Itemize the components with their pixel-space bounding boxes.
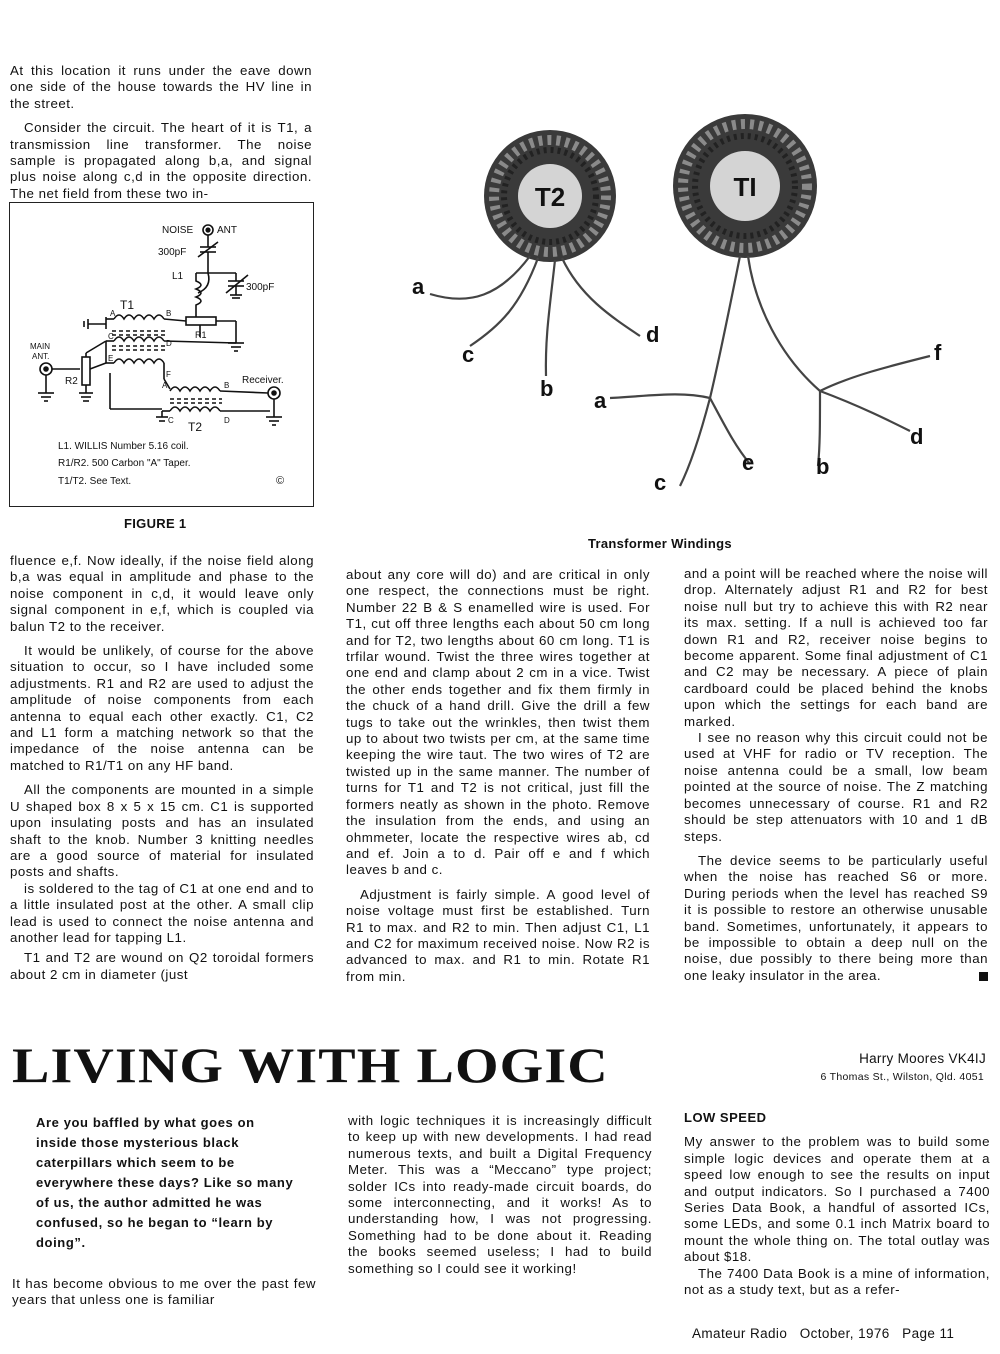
label-a2: A — [162, 381, 168, 390]
lead-label: b — [540, 376, 554, 401]
t2-photo-label: T2 — [534, 182, 566, 212]
upper-col1-top — [10, 63, 312, 202]
author-name: Harry Moores VK4IJ — [859, 1051, 986, 1066]
lead-label: c — [462, 342, 475, 367]
label-f: F — [166, 370, 171, 379]
article-col1 — [12, 1276, 316, 1317]
figure-note: R1/R2. 500 Carbon "A" Taper. — [58, 458, 191, 469]
lead-label: f — [934, 340, 942, 365]
paragraph: At this location it runs under the eave down one side of the house towards the HV line in the street. — [10, 63, 312, 111]
transformer-photo — [350, 46, 994, 516]
lead-label: a — [594, 388, 607, 413]
label-d: D — [166, 339, 172, 348]
label-c: C — [108, 332, 114, 341]
article-col3 — [684, 1110, 990, 1306]
toroid-t1 — [673, 114, 817, 258]
page-footer — [692, 1326, 954, 1341]
issue-date: October, 1976 — [799, 1326, 890, 1341]
label-c1: 300pF — [158, 247, 187, 258]
label-t1: T1 — [120, 298, 135, 312]
circuit-diagram — [10, 203, 313, 506]
lead-label: c — [654, 470, 667, 495]
article-col2 — [348, 1113, 652, 1285]
label-b: B — [166, 309, 172, 318]
lead-label: d — [646, 322, 660, 347]
copyright-mark: © — [276, 475, 285, 487]
paragraph: My answer to the problem was to build some simple logic devices and operate them at a speed low enough to see the results on input and output indicators. So I purchased a 7400 Series Data Book, a handful of assorted ICs, some LEDs, and some 0.1 inch Matrix board to mount the whole thing on. The total outlay was about $18. — [684, 1134, 990, 1265]
page-number: Page 11 — [902, 1326, 955, 1341]
label-r2: R2 — [65, 376, 78, 387]
photo-caption: Transformer Windings — [588, 536, 732, 551]
label-main-ant: ANT. — [32, 352, 50, 361]
figure-1-schematic — [9, 202, 314, 507]
label-ant: ANT — [217, 225, 237, 236]
section-subhead: LOW SPEED — [684, 1110, 767, 1125]
paragraph: It has become obvious to me over the past few years that unless one is familiar — [12, 1276, 316, 1308]
paragraph: The 7400 Data Book is a mine of information, not as a study text, but as a refer- — [684, 1265, 990, 1298]
paragraph: Consider the circuit. The heart of it is T1, a transmission line transformer. The noise sample is propagated along b,a, and signal plus noise along c,d in the opposite direction. The net field from these two in- — [10, 120, 312, 201]
label-receiver: Receiver. — [242, 375, 284, 386]
paragraph: fluence e,f. Now ideally, if the noise field along b,a was equal in amplitude and phase to the noise component in c,d, it would leave only signal component in e,f, which is coupled via balun T2 to the receiver. — [10, 553, 314, 634]
author-address: 6 Thomas St., Wilston, Qld. 4051 — [820, 1071, 984, 1083]
paragraph — [684, 853, 988, 984]
label-c2: C — [168, 416, 174, 425]
paragraph: with logic techniques it is increasingly difficult to keep up with new developments. I had read numerous texts, and built a Digital Frequency Meter. This was a “Meccano” type project; solder ICs into ready-made circuit boards, do some interconnecting, and it works! As to understanding how, I was not progressing. Something had to be done about it. Reading the books seemed useless; I had to build something so I could see it working! — [348, 1113, 652, 1276]
lead-label: a — [412, 274, 425, 299]
paragraph-text: The device seems to be particularly useful when the noise has reached S6 or more. During periods when the level has reached S9 it is possible to restore an otherwise unusable band. Sometimes, unfortunately, it appears to be impossible to obtain a deep null on the noise, due possibly to there being more than one leaky insulator in the area. — [684, 852, 988, 983]
transformer-windings-photo — [350, 46, 994, 516]
label-c2: 300pF — [246, 282, 275, 293]
paragraph: T1 and T2 are wound on Q2 toroidal formers about 2 cm in diameter (just — [10, 950, 314, 982]
magazine-name: Amateur Radio — [692, 1326, 788, 1341]
lead-label: d — [910, 424, 924, 449]
t1-photo-label: TI — [733, 172, 757, 202]
paragraph: and a point will be reached where the noise will drop. Alternately adjust R1 and R2 for best noise null but try to achieve this with R2 near its max. setting. If a null is achieved too far down R1 and R2, receiver noise begins to become apparent. Some final adjustment of C1 and C2 may be necessary. A piece of plain cardboard could be placed behind the knobs upon which the settings for each band are marked. — [684, 566, 988, 729]
label-r1: R1 — [195, 330, 207, 340]
label-noise: NOISE — [162, 225, 194, 236]
label-b2: B — [224, 381, 230, 390]
article-intro: Are you baffled by what goes on inside those mysterious black caterpillars which seem to be everywhere these days? Like so many of us, the author admitted he was confused, so he began to “learn by doing”. — [36, 1115, 294, 1250]
paragraph: All the components are mounted in a simple U shaped box 8 x 5 x 15 cm. C1 is supported upon insulating posts and has an insulated shaft to the knob. Number 3 knitting needles are a good source of material for insulated posts and shafts. — [10, 782, 314, 880]
paragraph: I see no reason why this circuit could not be used at VHF for radio or TV reception. The noise antenna could be a small, low beam pointed at the source of noise. The Z matching becomes unnecessary of course. R1 and R2 should be step attenuators with 10 and 1 dB steps. — [684, 730, 988, 844]
label-e: E — [108, 354, 114, 363]
figure-1-caption: FIGURE 1 — [124, 516, 187, 531]
label-l1: L1 — [172, 271, 184, 282]
end-mark — [979, 972, 988, 981]
figure-note: L1. WILLIS Number 5.16 coil. — [58, 441, 189, 452]
label-d2: D — [224, 416, 230, 425]
paragraph: Adjustment is fairly simple. A good level of noise voltage must first be established. Turn R1 to max. and R2 to min. Then adjust C1, L1 and C2 for maximum received noise. Now R2 is advanced to max. and R1 to min. Rotate R1 from min. — [346, 886, 650, 984]
paragraph: is soldered to the tag of C1 at one end and to a little insulated post at the other. A small clip lead is used to connect the noise antenna and another lead for tapping L1. — [10, 880, 314, 945]
lead-label: b — [816, 454, 830, 479]
paragraph: It would be unlikely, of course for the above situation to occur, so I have included some adjustments. R1 and R2 are used to adjust the amplitude of noise components from each antenna to equal each other exactly. C1, C2 and L1 form a matching network so that the impedance of the noise antenna can be matched to R1/T1 on any HF band. — [10, 643, 314, 773]
figure-note: T1/T2. See Text. — [58, 476, 132, 487]
label-main: MAIN — [30, 342, 50, 351]
label-t2: T2 — [188, 420, 203, 434]
label-a: A — [110, 309, 116, 318]
upper-col1-bottom — [10, 553, 314, 991]
toroid-t2 — [484, 130, 616, 262]
paragraph: about any core will do) and are critical in only one respect, the connections must be right. Number 22 B & S enamelled wire is used. For T1, cut off three lengths each about 50 cm long and for T2, two lengths about 60 cm long. T1 is trfilar wound. Twist the three wires together at one end and clamp about 2 cm in a vice. Twist the other ends together and fix them firmly in the chuck of a hand drill. Give the drill a few tugs to take out the wrinkles, then twist them up to about two twists per cm, at the same time keeping the wire taut. The two wires of T2 are twisted up in the same manner. The number of turns for T1 and T2 is not critical, just fill the formers neatly as shown in the photo. Remove the insulation from the ends, and using an ohmmeter, locate the respective wires ab, cd and ef. Join a to d. Pair off e and f which leaves b and c. — [346, 567, 650, 878]
upper-col3 — [684, 566, 988, 992]
article-headline: LIVING WITH LOGIC — [12, 1037, 609, 1093]
upper-col2 — [346, 567, 650, 993]
lead-label: e — [742, 450, 755, 475]
